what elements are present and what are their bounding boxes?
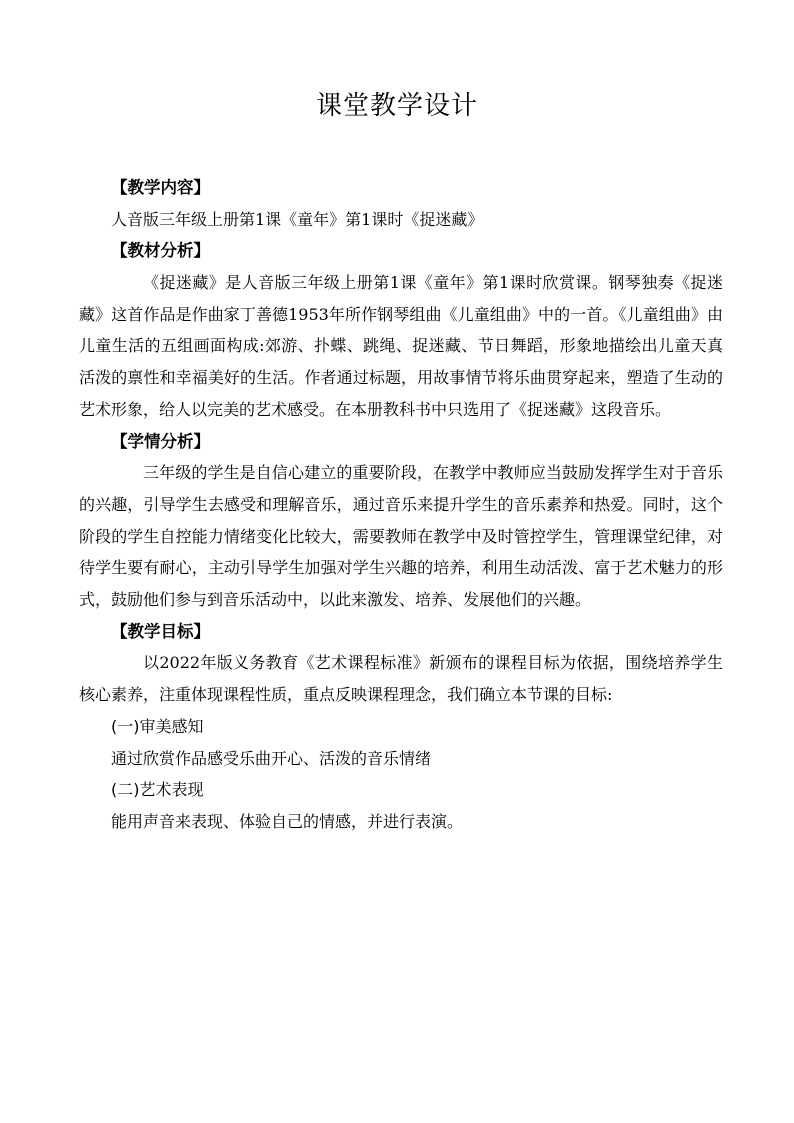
section-heading-material-analysis: 【教材分析】 [111,241,210,261]
goal-label-aesthetic-perception: (一)审美感知 [111,716,204,736]
section-heading-teaching-content: 【教学内容】 [111,178,210,197]
section-heading-student-analysis: 【学情分析】 [111,431,210,451]
page-title: 课堂教学设计 [315,91,478,121]
goal-text-artistic-expression: 能用声音来表现、体验自己的情感，并进行表演。 [111,811,464,831]
document-body [79,172,723,838]
section-text-material-analysis: 《捉迷藏》是人音版三年级上册第1课《童年》第1课时欣赏课。钢琴独奏《捉迷藏》这首作品是作曲家丁善德1953年所作钢琴组曲《儿童组曲》中的一首。《儿童组曲》由儿童生活的五组画面构成:郊游、扑蝶、跳绳、捉迷藏、节日舞蹈，形象地描绘出儿童天真活泼的禀性和幸福美好的生活。作者通过标题，用故事情节将乐曲贯穿起来，塑造了生动的艺术形象，给人以完美的艺术感受。在本册教科书中只选用了《捉迷藏》这段音乐。 [79,273,723,419]
section-text-teaching-objectives: 以2022年版义务教育《艺术课程标准》新颁布的课程目标为依据，围绕培养学生核心素养，注重体现课程性质，重点反映课程理念，我们确立本节课的目标: [79,653,723,705]
section-text-teaching-content: 人音版三年级上册第1课《童年》第1课时《捉迷藏》 [111,209,484,229]
goal-label-artistic-expression: (二)艺术表现 [111,780,204,800]
section-text-student-analysis: 三年级的学生是自信心建立的重要阶段，在教学中教师应当鼓励发挥学生对于音乐的兴趣，引导学生去感受和理解音乐，通过音乐来提升学生的音乐素养和热爱。同时，这个阶段的学生自控能力情绪变化比较大，需要教师在教学中及时管控学生，管理课堂纪律，对待学生要有耐心，主动引导学生加强对学生兴趣的培养，利用生动活泼、富于艺术魅力的形式，鼓励他们参与到音乐活动中，以此来激发、培养、发展他们的兴趣。 [79,463,723,610]
goal-text-aesthetic-perception: 通过欣赏作品感受乐曲开心、活泼的音乐情绪 [111,748,432,768]
section-heading-teaching-objectives: 【教学目标】 [111,621,210,641]
